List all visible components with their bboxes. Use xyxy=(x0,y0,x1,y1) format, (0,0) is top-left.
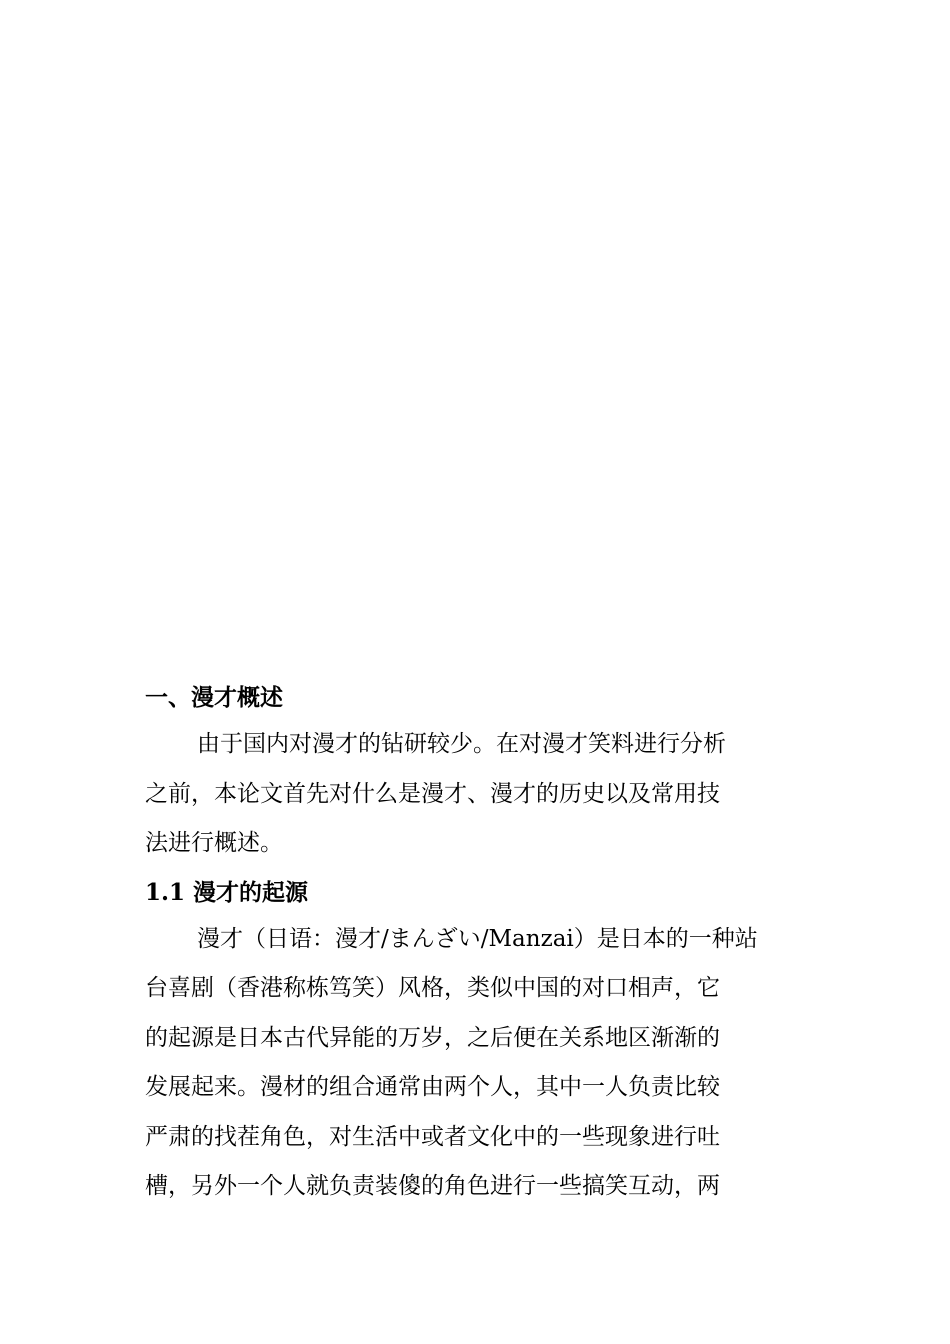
paragraph-line: 之前，本论文首先对什么是漫才、漫才的历史以及常用技 xyxy=(145,780,720,807)
paragraph-line: 由于国内对漫才的钻研较少。在对漫才笑料进行分析 xyxy=(197,731,726,757)
origin-paragraph xyxy=(145,915,805,1212)
paragraph-line: 法进行概述。 xyxy=(145,830,283,856)
paragraph-line: 漫才（日语：漫才/まんざい/Manzai）是日本的一种站 xyxy=(197,925,758,952)
subsection-heading-origin: 1.1 漫才的起源 xyxy=(145,878,309,906)
paragraph-line: 槽，另外一个人就负责装傻的角色进行一些搞笑互动，两 xyxy=(145,1173,720,1199)
paragraph-line: 台喜剧（香港称栋笃笑）风格，类似中国的对口相声，它 xyxy=(145,975,720,1001)
section-heading-manzai-overview: 一、漫才概述 xyxy=(145,684,283,711)
paragraph-line: 发展起来。漫材的组合通常由两个人，其中一人负责比较 xyxy=(145,1074,720,1100)
paragraph-line: 的起源是日本古代异能的万岁，之后便在关系地区渐渐的 xyxy=(145,1024,720,1051)
paragraph-line: 严肃的找茬角色，对生活中或者文化中的一些现象进行吐 xyxy=(145,1123,720,1150)
page-content xyxy=(145,676,805,1212)
overview-paragraph xyxy=(145,720,805,869)
